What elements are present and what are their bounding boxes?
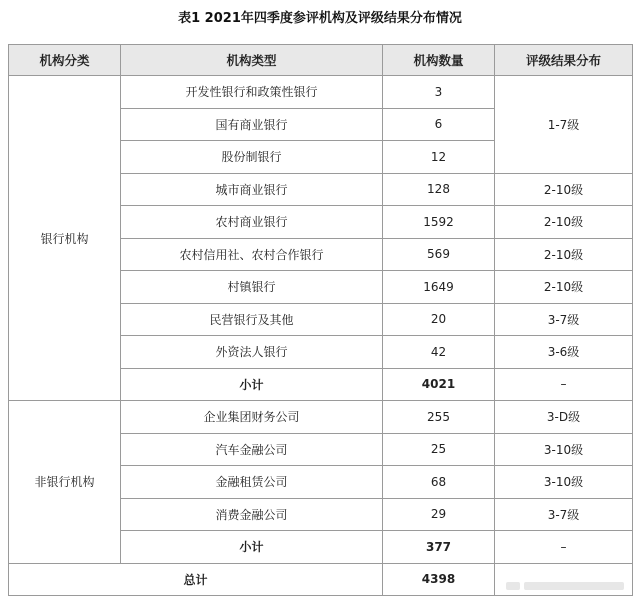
header-rating: 评级结果分布: [495, 45, 633, 76]
subtotal-label: 小计: [121, 531, 383, 564]
count-cell: 1649: [383, 271, 495, 304]
total-label: 总计: [9, 563, 383, 596]
type-cell: 股份制银行: [121, 141, 383, 174]
type-cell: 开发性银行和政策性银行: [121, 76, 383, 109]
subtotal-count: 4021: [383, 368, 495, 401]
type-cell: 民营银行及其他: [121, 303, 383, 336]
rating-cell: 2-10级: [495, 206, 633, 239]
type-cell: 城市商业银行: [121, 173, 383, 206]
rating-cell: 3-6级: [495, 336, 633, 369]
count-cell: 20: [383, 303, 495, 336]
rating-cell: 2-10级: [495, 238, 633, 271]
table-title: 表1 2021年四季度参评机构及评级结果分布情况: [178, 11, 462, 26]
type-cell: 农村商业银行: [121, 206, 383, 239]
count-cell: 6: [383, 108, 495, 141]
count-cell: 29: [383, 498, 495, 531]
category-cell-bank: 银行机构: [9, 76, 121, 401]
rating-cell: 3-10级: [495, 433, 633, 466]
rating-cell-merged: 1-7级: [495, 76, 633, 174]
rating-distribution-table: [8, 44, 633, 596]
type-cell: 企业集团财务公司: [121, 401, 383, 434]
rating-cell: 2-10级: [495, 271, 633, 304]
count-cell: 3: [383, 76, 495, 109]
header-category: 机构分类: [9, 45, 121, 76]
watermark-text-shape: [524, 582, 624, 590]
subtotal-label: 小计: [121, 368, 383, 401]
table-row: [9, 76, 633, 109]
header-type: 机构类型: [121, 45, 383, 76]
type-cell: 村镇银行: [121, 271, 383, 304]
header-row: [9, 45, 633, 76]
subtotal-rating: –: [495, 368, 633, 401]
count-cell: 255: [383, 401, 495, 434]
type-cell: 国有商业银行: [121, 108, 383, 141]
rating-cell: 3-7级: [495, 498, 633, 531]
rating-cell: 3-10级: [495, 466, 633, 499]
count-cell: 569: [383, 238, 495, 271]
count-cell: 25: [383, 433, 495, 466]
type-cell: 外资法人银行: [121, 336, 383, 369]
total-count: 4398: [383, 563, 495, 596]
rating-cell: 3-D级: [495, 401, 633, 434]
rating-cell: 3-7级: [495, 303, 633, 336]
type-cell: 消费金融公司: [121, 498, 383, 531]
rating-cell: 2-10级: [495, 173, 633, 206]
table-row: [9, 401, 633, 434]
type-cell: 金融租赁公司: [121, 466, 383, 499]
count-cell: 12: [383, 141, 495, 174]
count-cell: 128: [383, 173, 495, 206]
type-cell: 汽车金融公司: [121, 433, 383, 466]
category-cell-nonbank: 非银行机构: [9, 401, 121, 564]
subtotal-count: 377: [383, 531, 495, 564]
count-cell: 68: [383, 466, 495, 499]
type-cell: 农村信用社、农村合作银行: [121, 238, 383, 271]
header-count: 机构数量: [383, 45, 495, 76]
watermark-logo: [506, 576, 634, 596]
subtotal-rating: –: [495, 531, 633, 564]
count-cell: 42: [383, 336, 495, 369]
watermark-mark-icon: [506, 582, 520, 590]
count-cell: 1592: [383, 206, 495, 239]
